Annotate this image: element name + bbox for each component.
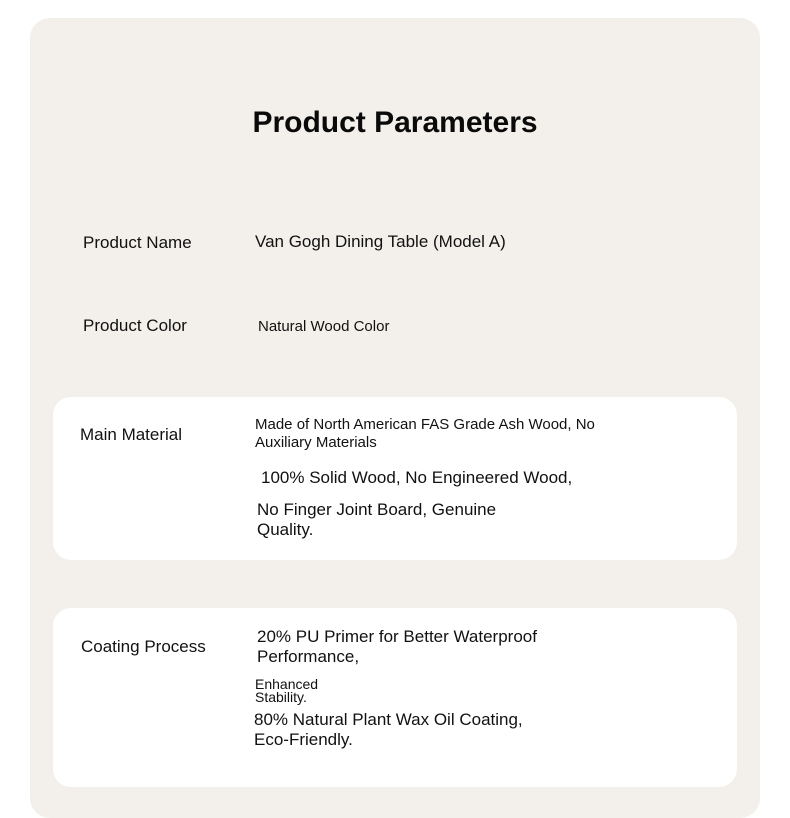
coating-process-text-1a: 20% PU Primer for Better Waterproof — [257, 627, 537, 646]
product-color-value: Natural Wood Color — [258, 318, 390, 335]
main-material-text-1b: Auxiliary Materials — [255, 434, 377, 451]
main-material-text-3b: Quality. — [257, 520, 314, 539]
coating-process-text-2a: Enhanced — [255, 676, 319, 692]
coating-process-text-3 — [254, 710, 614, 750]
coating-process-text-2 — [255, 678, 455, 704]
product-name-value: Van Gogh Dining Table (Model A) — [255, 232, 506, 251]
coating-process-text-1b: Performance, — [257, 647, 360, 666]
coating-process-label: Coating Process — [81, 637, 206, 656]
page-title: Product Parameters — [252, 106, 538, 139]
coating-process-text-2b: Stability. — [255, 689, 307, 705]
main-material-text-2: 100% Solid Wood, No Engineered Wood, — [261, 468, 573, 487]
main-material-text-1 — [255, 416, 695, 452]
main-material-text-3 — [257, 500, 587, 540]
coating-process-text-3b: Eco-Friendly. — [254, 730, 353, 749]
coating-process-text-1 — [257, 627, 617, 667]
coating-process-text-3a: 80% Natural Plant Wax Oil Coating, — [254, 710, 523, 729]
main-material-label: Main Material — [80, 425, 183, 444]
product-name-label: Product Name — [83, 233, 192, 252]
main-material-text-3a: No Finger Joint Board, Genuine — [257, 500, 497, 519]
main-material-text-1a: Made of North American FAS Grade Ash Wood, No — [255, 416, 595, 433]
product-color-label: Product Color — [83, 316, 187, 335]
